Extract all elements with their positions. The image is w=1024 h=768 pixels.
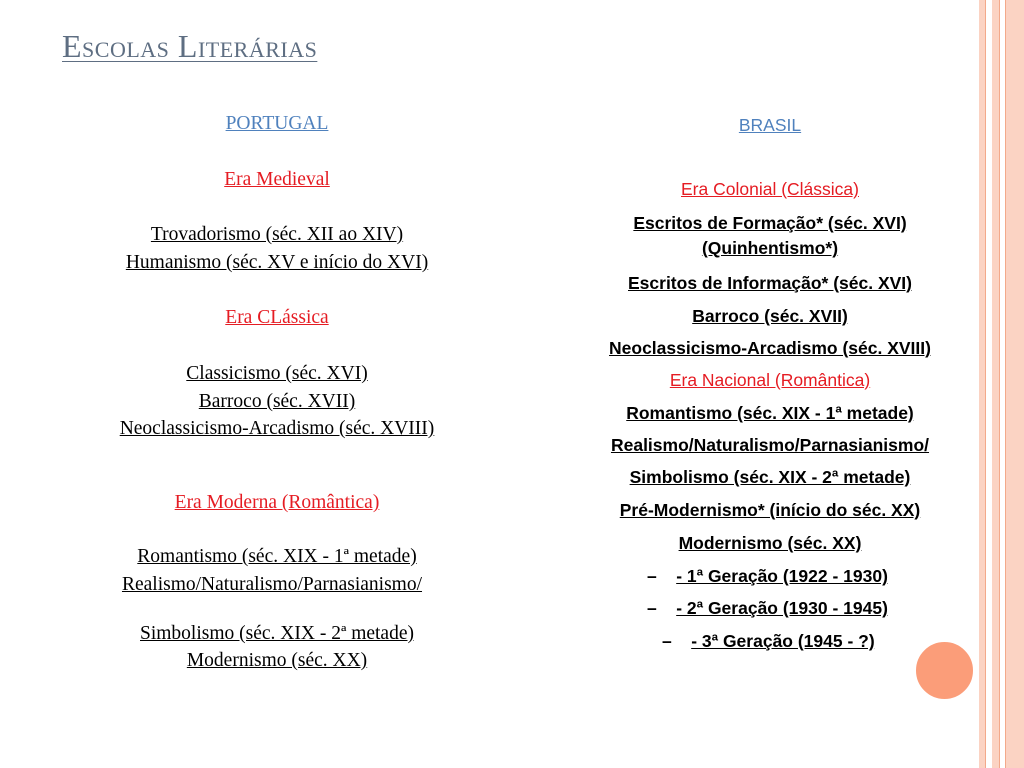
era-colonial-heading: Era Colonial (Clássica) [681, 179, 859, 199]
list-item: Humanismo (séc. XV e início do XVI) [125, 252, 429, 273]
portugal-heading: PORTUGAL [225, 113, 329, 134]
list-item: Pré-Modernismo* (início do séc. XX) [619, 500, 921, 520]
dash-icon: – [647, 598, 657, 618]
era-nacional-heading: Era Nacional (Romântica) [669, 370, 871, 390]
brasil-heading: BRASIL [738, 115, 802, 135]
decor-line [999, 0, 1000, 768]
era-medieval-heading: Era Medieval [224, 169, 330, 190]
list-item: Realismo/Naturalismo/Parnasianismo/ [121, 574, 423, 595]
list-item: Neoclassicismo-Arcadismo (séc. XVIII) [609, 338, 931, 358]
list-item: – - 1ª Geração (1922 - 1930) [647, 566, 888, 586]
decor-stripe [1005, 0, 1024, 768]
dash-icon: – [647, 566, 657, 586]
list-item: Romantismo (séc. XIX - 1ª metade) [626, 403, 914, 423]
decor-line [1005, 0, 1006, 768]
era-classica-heading: Era CLássica [225, 307, 329, 328]
list-item: Escritos de Formação* (séc. XVI) (Quinhentismo*) [633, 213, 907, 258]
list-item: Neoclassicismo-Arcadismo (séc. XVIII) [119, 418, 435, 439]
list-item: Realismo/Naturalismo/Parnasianismo/ [610, 435, 930, 455]
list-item: Simbolismo (séc. XIX - 2ª metade) [140, 623, 414, 644]
list-item: – - 2ª Geração (1930 - 1945) [647, 598, 888, 618]
slide-title: Escolas Literárias [62, 28, 318, 64]
list-item: Simbolismo (séc. XIX - 2ª metade) [629, 467, 911, 487]
list-item: Barroco (séc. XVII) [198, 391, 356, 412]
list-item: Modernismo (séc. XX) [678, 533, 862, 553]
list-item: Barroco (séc. XVII) [692, 306, 848, 326]
list-item: Classicismo (séc. XVI) [186, 363, 368, 384]
decor-line [985, 0, 986, 768]
list-item: Modernismo (séc. XX) [186, 650, 368, 671]
list-item: Escritos de Informação* (séc. XVI) [628, 273, 912, 293]
dash-icon: – [662, 631, 672, 651]
era-moderna-heading: Era Moderna (Romântica) [174, 492, 380, 513]
list-item: – - 3ª Geração (1945 - ?) [662, 631, 875, 651]
list-item: Romantismo (séc. XIX - 1ª metade) [137, 546, 417, 567]
list-item: Trovadorismo (séc. XII ao XIV) [150, 224, 404, 245]
